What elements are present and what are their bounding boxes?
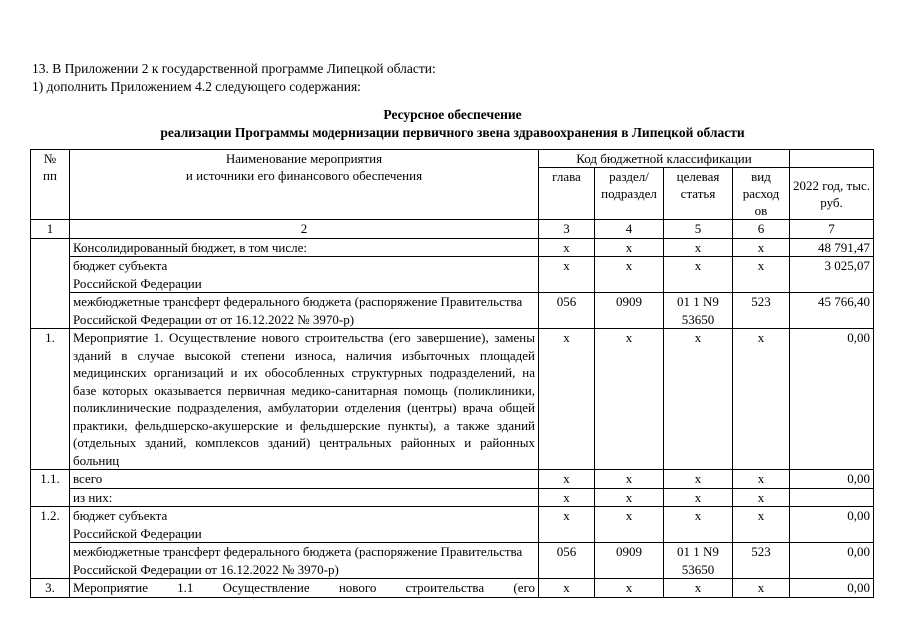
row-glava: х <box>539 257 595 293</box>
row-glava: х <box>539 507 595 543</box>
header-glava: глава <box>539 168 595 220</box>
row-statya: х <box>664 507 733 543</box>
row-glava: х <box>539 488 595 507</box>
row-name: из них: <box>70 488 539 507</box>
row-vid: х <box>733 488 790 507</box>
row-num <box>31 238 70 329</box>
header-year: 2022 год, тыс. руб. <box>790 168 874 220</box>
row-vid: 523 <box>733 293 790 329</box>
table-title-line-2: реализации Программы модернизации первичного звена здравоохранения в Липецкой области <box>160 125 745 140</box>
row-sum: 0,00 <box>790 470 874 489</box>
row-razdel: 0909 <box>595 293 664 329</box>
row-num: 3. <box>31 579 70 598</box>
row-name: Консолидированный бюджет, в том числе: <box>70 238 539 257</box>
row-vid: х <box>733 507 790 543</box>
row-vid: 523 <box>733 543 790 579</box>
row-sum: 45 766,40 <box>790 293 874 329</box>
colnum-1: 1 <box>31 220 70 239</box>
table-row <box>31 238 874 257</box>
header-name: Наименование мероприятия и источники его финансового обеспечения <box>70 150 539 220</box>
row-num: 1. <box>31 329 70 470</box>
colnum-3: 3 <box>539 220 595 239</box>
row-vid: х <box>733 238 790 257</box>
header-razdel: раздел/ подраздел <box>595 168 664 220</box>
row-vid: х <box>733 579 790 598</box>
row-vid: х <box>733 257 790 293</box>
row-name: бюджет субъекта Российской Федерации <box>70 507 539 543</box>
table-row <box>31 507 874 543</box>
header-kbk: Код бюджетной классификации <box>539 150 790 168</box>
header-vid: вид расход ов <box>733 168 790 220</box>
row-name: бюджет субъекта Российской Федерации <box>70 257 539 293</box>
intro-line-1: 13. В Приложении 2 к государственной программе Липецкой области: <box>32 61 436 76</box>
row-sum: 0,00 <box>790 579 874 598</box>
row-razdel: х <box>595 507 664 543</box>
row-vid: х <box>733 329 790 470</box>
row-razdel: х <box>595 257 664 293</box>
row-name: Мероприятие 1.1 Осуществление нового строительства (его <box>70 579 539 598</box>
colnum-5: 5 <box>664 220 733 239</box>
row-glava: 056 <box>539 293 595 329</box>
colnum-2: 2 <box>70 220 539 239</box>
table-row <box>31 470 874 489</box>
row-glava: 056 <box>539 543 595 579</box>
row-sum: 0,00 <box>790 329 874 470</box>
row-razdel: х <box>595 329 664 470</box>
table-row <box>31 579 874 598</box>
row-vid: х <box>733 470 790 489</box>
row-num: 1.1. <box>31 470 70 507</box>
table-title-line-1: Ресурсное обеспечение <box>383 107 522 122</box>
row-name: Мероприятие 1. Осуществление нового строительства (его завершение), замены зданий в случае высокой степени износа, наличия избыточных площадей медицинских организаций и их обособленных структурных подразделений, на базе которых оказывается первичная медико-санитарная помощь (поликлиники, поликлинические подразделения, амбулатории отделения (центры) врача общей практики, фельдшерско-акушерские и фельдшерские пункты), а также зданий (отдельных зданий, комплексов зданий) центральных районных и районных больниц <box>70 329 539 470</box>
row-sum: 3 025,07 <box>790 257 874 293</box>
row-num: 1.2. <box>31 507 70 579</box>
row-glava: х <box>539 238 595 257</box>
table-row <box>31 543 874 579</box>
table-row <box>31 293 874 329</box>
row-glava: х <box>539 579 595 598</box>
row-name: всего <box>70 470 539 489</box>
row-sum: 48 791,47 <box>790 238 874 257</box>
row-sum: 0,00 <box>790 543 874 579</box>
row-razdel: х <box>595 470 664 489</box>
row-sum <box>790 488 874 507</box>
header-statya: целевая статья <box>664 168 733 220</box>
row-razdel: 0909 <box>595 543 664 579</box>
header-empty-cell <box>790 150 874 168</box>
row-statya: х <box>664 329 733 470</box>
row-razdel: х <box>595 488 664 507</box>
table-row <box>31 329 874 470</box>
row-statya: х <box>664 238 733 257</box>
row-razdel: х <box>595 238 664 257</box>
row-statya: х <box>664 257 733 293</box>
table-row <box>31 488 874 507</box>
row-statya: х <box>664 579 733 598</box>
colnum-6: 6 <box>733 220 790 239</box>
header-num: № пп <box>31 150 70 220</box>
colnum-4: 4 <box>595 220 664 239</box>
row-glava: х <box>539 470 595 489</box>
row-statya: х <box>664 488 733 507</box>
row-statya: х <box>664 470 733 489</box>
row-name: межбюджетные трансферт федерального бюджета (распоряжение Правительства Российской Федерации от от 16.12.2022 № 3970-р) <box>70 293 539 329</box>
row-statya: 01 1 N9 53650 <box>664 543 733 579</box>
row-glava: х <box>539 329 595 470</box>
header-row-1 <box>31 150 874 168</box>
row-razdel: х <box>595 579 664 598</box>
colnum-7: 7 <box>790 220 874 239</box>
row-statya: 01 1 N9 53650 <box>664 293 733 329</box>
intro-text <box>32 60 436 96</box>
resource-table <box>30 149 874 598</box>
intro-line-2: 1) дополнить Приложением 4.2 следующего содержания: <box>32 79 361 94</box>
row-name: межбюджетные трансферт федерального бюджета (распоряжение Правительства Российской Федерации от 16.12.2022 № 3970-р) <box>70 543 539 579</box>
row-sum: 0,00 <box>790 507 874 543</box>
table-row <box>31 257 874 293</box>
column-number-row <box>31 220 874 239</box>
